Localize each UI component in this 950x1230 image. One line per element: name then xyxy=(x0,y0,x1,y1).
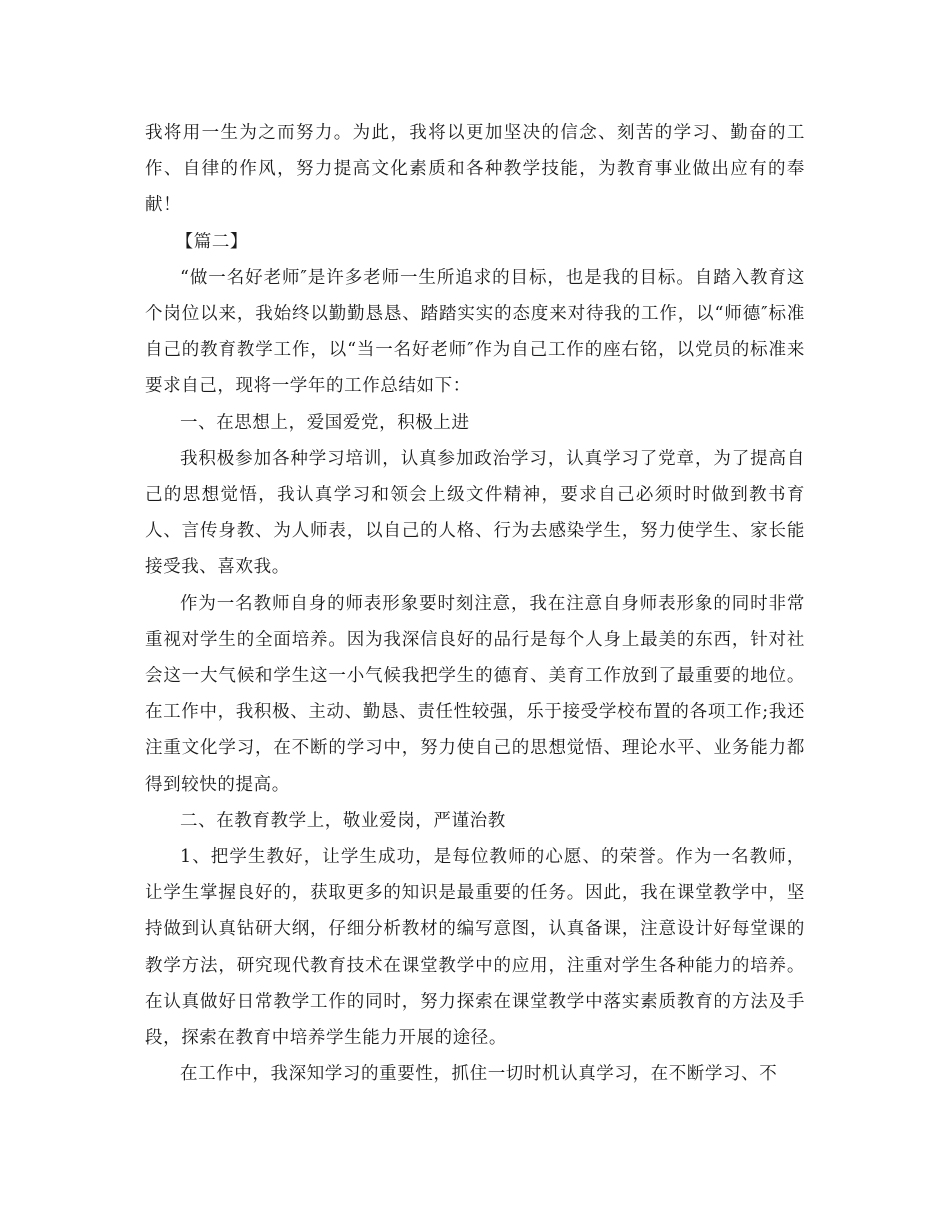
document-page xyxy=(145,115,805,1092)
subheading-thought: 一、在思想上，爱国爱党，积极上进 xyxy=(180,412,470,433)
paragraph-teaching: 1、把学生教好，让学生成功，是每位教师的心愿、的荣誉。作为一名教师，让学生掌握良好的，获取更多的知识是最重要的任务。因此，我在课堂教学中，坚持做到认真钻研大纲，仔细分析教材的编写意图，认真备课，注意设计好每堂课的教学方法，研究现代教育技术在课堂教学中的应用，注重对学生各种能力的培养。在认真做好日常教学工作的同时，努力探索在课堂教学中落实素质教育的方法及手段，探索在教育中培养学生能力开展的途径。 xyxy=(145,847,805,1049)
subheading-teaching: 二、在教育教学上，敬业爱岗，严谨治教 xyxy=(180,810,506,831)
paragraph-image: 作为一名教师自身的师表形象要时刻注意，我在注意自身师表形象的同时非常重视对学生的全面培养。因为我深信良好的品行是每个人身上最美的东西，针对社会这一大气候和学生这一小气候我把学生的德育、美育工作放到了最重要的地位。在工作中，我积极、主动、勤恳、责任性较强，乐于接受学校布置的各项工作;我还注重文化学习，在不断的学习中，努力使自己的思想觉悟、理论水平、业务能力都得到较快的提高。 xyxy=(145,593,805,795)
paragraph-study: 我积极参加各种学习培训，认真参加政治学习，认真学习了党章，为了提高自己的思想觉悟，我认真学习和领会上级文件精神，要求自己必须时时做到教书育人、言传身教、为人师表，以自己的人格、行为去感染学生，努力使学生、家长能接受我、喜欢我。 xyxy=(145,448,805,578)
section-heading: 【篇二】 xyxy=(175,231,249,252)
paragraph-closing: 我将用一生为之而努力。为此，我将以更加坚决的信念、刻苦的学习、勤奋的工作、自律的作风，努力提高文化素质和各种教学技能，为教育事业做出应有的奉献！ xyxy=(145,123,805,216)
paragraph-learning: 在工作中，我深知学习的重要性，抓住一切时机认真学习，在不断学习、不 xyxy=(180,1064,778,1085)
paragraph-intro: “做一名好老师″是许多老师一生所追求的目标，也是我的目标。自踏入教育这个岗位以来，我始终以勤勤恳恳、踏踏实实的态度来对待我的工作，以“师德″标准自己的教育教学工作，以“当一名好老师″作为自己工作的座右铭，以党员的标准来要求自己，现将一学年的工作总结如下： xyxy=(145,267,805,397)
